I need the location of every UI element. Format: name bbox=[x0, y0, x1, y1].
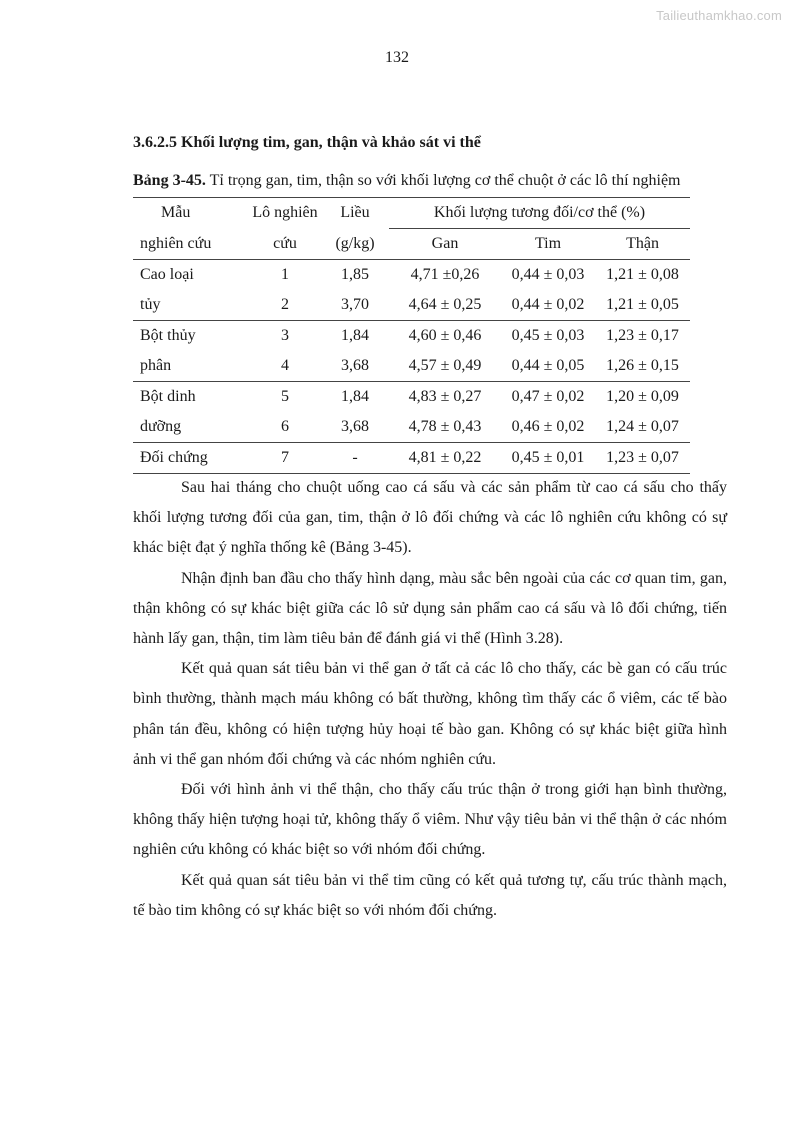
table-row bbox=[133, 412, 690, 443]
table-caption bbox=[133, 172, 733, 190]
page-number: 132 bbox=[385, 49, 409, 66]
table-caption-text: Tỉ trọng gan, tim, thận so với khối lượng cơ thể chuột ở các lô thí nghiệm bbox=[205, 172, 681, 189]
cell-lot: 7 bbox=[249, 443, 321, 474]
header-sample: Mẫu bbox=[133, 198, 249, 229]
header-lot-line2: cứu bbox=[273, 234, 297, 252]
cell-lot: 6 bbox=[281, 418, 289, 435]
cell-dose: 1,84 bbox=[321, 321, 389, 352]
header-group: Khối lượng tương đối/cơ thể (%) bbox=[389, 198, 690, 229]
cell-sample: phân bbox=[140, 357, 172, 374]
cell-sample: Bột dinh bbox=[133, 382, 249, 413]
table-header-row bbox=[133, 198, 690, 229]
cell-than: 1,26 ± 0,15 bbox=[606, 357, 679, 374]
cell-dose: 1,84 bbox=[321, 382, 389, 413]
header-dose: Liều bbox=[321, 198, 389, 229]
cell-tim: 0,45 ± 0,01 bbox=[501, 443, 595, 474]
cell-dose: - bbox=[321, 443, 389, 474]
cell-tim: 0,44 ± 0,05 bbox=[511, 357, 585, 374]
cell-dose: 1,85 bbox=[321, 260, 389, 291]
cell-gan: 4,57 ± 0,49 bbox=[408, 357, 482, 374]
table-row bbox=[133, 321, 690, 352]
cell-gan: 4,78 ± 0,43 bbox=[408, 418, 482, 435]
paragraph: Đối với hình ảnh vi thể thận, cho thấy cấu trúc thận ở trong giới hạn bình thường, không thấy hiện tượng hoại tử, không thấy ổ viêm. Như vậy tiêu bản vi thể thận ở các nhóm nghiên cứu không có khác biệt so với nhóm đối chứng. bbox=[133, 781, 727, 859]
cell-than: 1,23 ± 0,07 bbox=[595, 443, 690, 474]
header-gan: Gan bbox=[431, 235, 459, 252]
cell-lot: 1 bbox=[249, 260, 321, 291]
header-than: Thận bbox=[626, 235, 659, 252]
table-row bbox=[133, 382, 690, 413]
table-row bbox=[133, 260, 690, 291]
header-dose-line2: (g/kg) bbox=[335, 234, 375, 252]
cell-gan: 4,60 ± 0,46 bbox=[389, 321, 501, 352]
header-sample-line2: nghiên cứu bbox=[140, 234, 212, 252]
paragraph: Sau hai tháng cho chuột uống cao cá sấu và các sản phẩm từ cao cá sấu cho thấy khối lượng tương đối của gan, tim, thận ở lô đối chứng và các lô nghiên cứu không có sự khác biệt đạt ý nghĩa thống kê (Bảng 3-45). bbox=[133, 479, 727, 557]
table-row bbox=[133, 290, 690, 321]
cell-than: 1,21 ± 0,08 bbox=[595, 260, 690, 291]
cell-lot: 5 bbox=[249, 382, 321, 413]
table-caption-label: Bảng 3-45. bbox=[133, 172, 206, 189]
cell-tim: 0,46 ± 0,02 bbox=[511, 418, 585, 435]
header-tim: Tim bbox=[534, 235, 562, 252]
cell-sample: Bột thủy bbox=[133, 321, 249, 352]
cell-tim: 0,44 ± 0,02 bbox=[511, 296, 585, 313]
cell-than: 1,21 ± 0,05 bbox=[606, 296, 679, 313]
header-lot: Lô nghiên bbox=[249, 198, 321, 229]
cell-sample: Đối chứng bbox=[133, 443, 249, 474]
table-row bbox=[133, 443, 690, 474]
cell-lot: 4 bbox=[281, 357, 289, 374]
section-heading: 3.6.2.5 Khối lượng tim, gan, thận và khảo sát vi thể bbox=[133, 134, 481, 151]
cell-lot: 2 bbox=[281, 296, 289, 313]
cell-gan: 4,64 ± 0,25 bbox=[408, 296, 482, 313]
cell-than: 1,23 ± 0,17 bbox=[595, 321, 690, 352]
cell-gan: 4,81 ± 0,22 bbox=[389, 443, 501, 474]
cell-than: 1,20 ± 0,09 bbox=[595, 382, 690, 413]
cell-sample: dưỡng bbox=[140, 418, 182, 435]
watermark: Tailieuthamkhao.com bbox=[656, 8, 782, 23]
paragraph: Kết quả quan sát tiêu bản vi thể tim cũng có kết quả tương tự, cấu trúc thành mạch, tế bào tim không có sự khác biệt so với nhóm đối chứng. bbox=[133, 871, 727, 919]
table-row bbox=[133, 351, 690, 382]
cell-dose: 3,68 bbox=[341, 418, 369, 435]
cell-dose: 3,68 bbox=[341, 357, 369, 374]
paragraph: Kết quả quan sát tiêu bản vi thể gan ở tất cả các lô cho thấy, các bè gan có cấu trúc bình thường, thành mạch máu không có bất thường, không tìm thấy các ổ viêm, các tế bào phân tán đều, không có hiện tượng hủy hoại tế bào gan. Không có sự khác biệt giữa hình ảnh vi thể gan nhóm đối chứng và các nhóm nghiên cứu. bbox=[133, 660, 727, 768]
body-text bbox=[133, 473, 727, 926]
cell-tim: 0,45 ± 0,03 bbox=[501, 321, 595, 352]
cell-dose: 3,70 bbox=[341, 296, 369, 313]
cell-sample: tủy bbox=[140, 296, 161, 313]
cell-gan: 4,83 ± 0,27 bbox=[389, 382, 501, 413]
cell-lot: 3 bbox=[249, 321, 321, 352]
paragraph: Nhận định ban đầu cho thấy hình dạng, màu sắc bên ngoài của các cơ quan tim, gan, thận không có sự khác biệt giữa các lô sử dụng sản phẩm cao cá sấu và lô đối chứng, tiến hành lấy gan, thận, tim làm tiêu bản để đánh giá vi thể (Hình 3.28). bbox=[133, 569, 727, 648]
cell-tim: 0,47 ± 0,02 bbox=[501, 382, 595, 413]
cell-tim: 0,44 ± 0,03 bbox=[501, 260, 595, 291]
cell-gan: 4,71 ±0,26 bbox=[389, 260, 501, 291]
cell-than: 1,24 ± 0,07 bbox=[606, 418, 679, 435]
cell-sample: Cao loại bbox=[133, 260, 249, 291]
table-header-row bbox=[133, 229, 690, 260]
data-table bbox=[133, 197, 690, 474]
